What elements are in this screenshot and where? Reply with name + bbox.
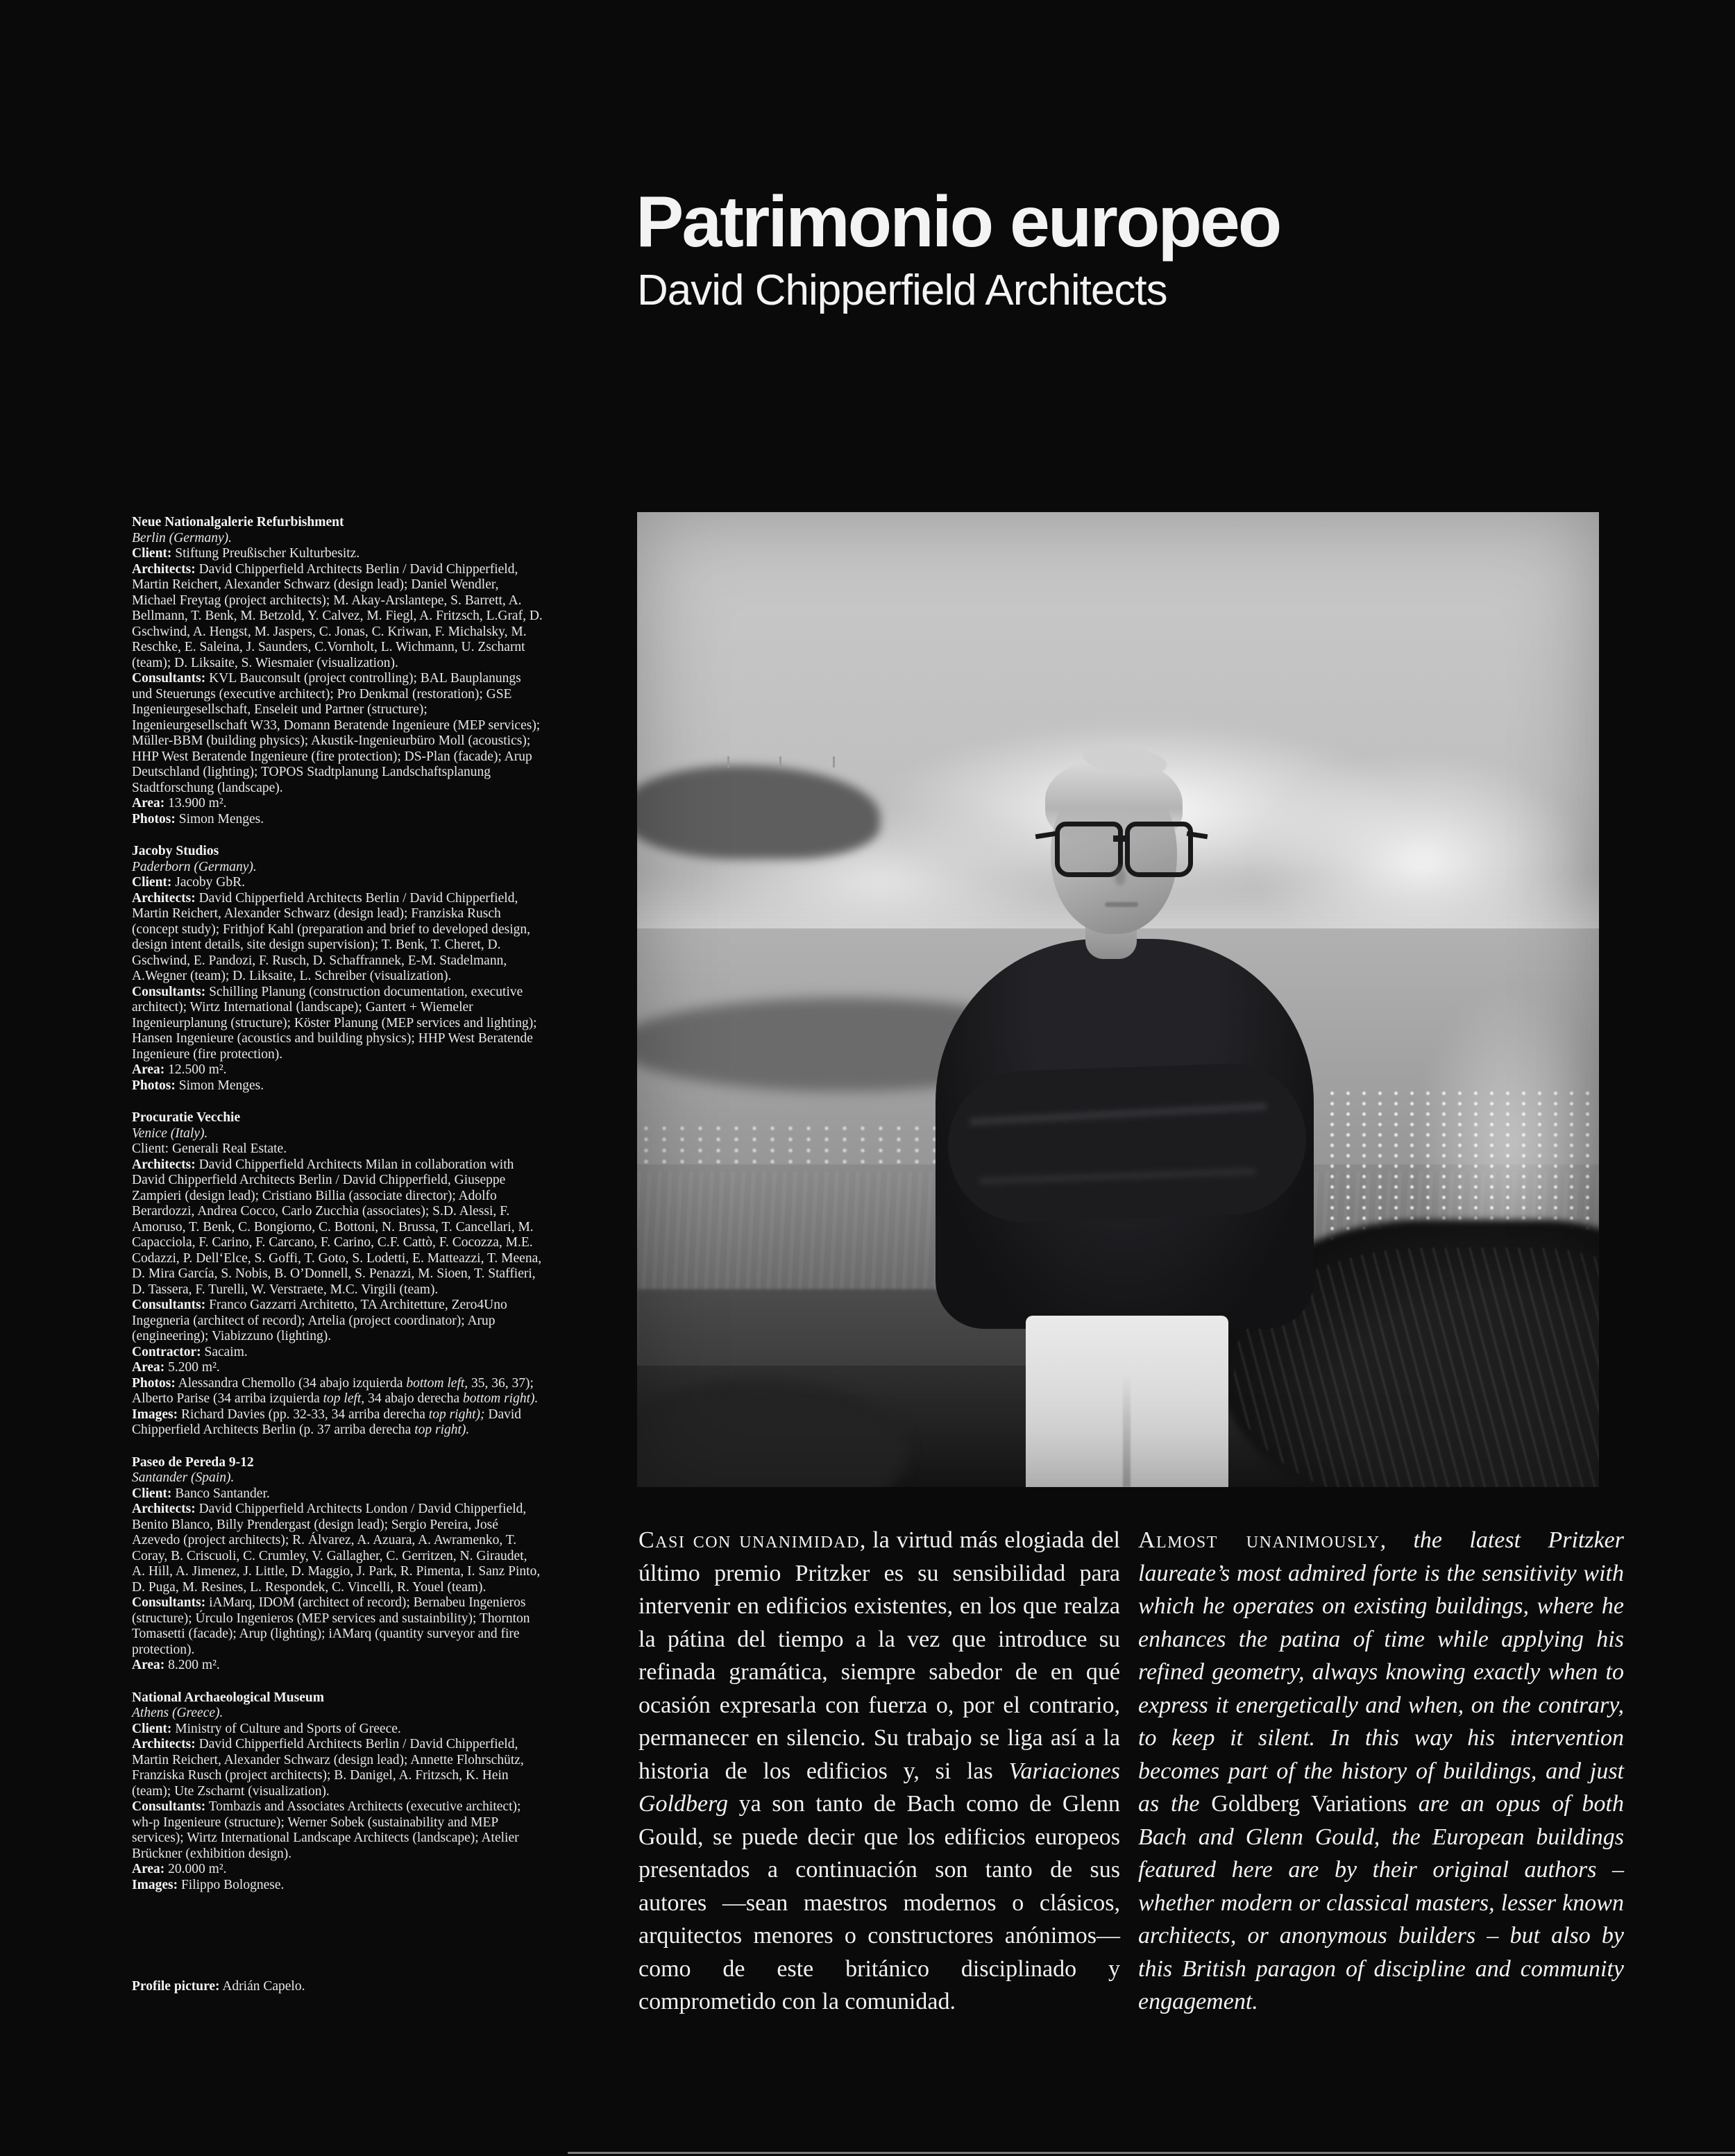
text-segment: David Chipperfield Architects Berlin / David Chipperfield, Martin Reichert, Alexander Schwarz (design lead); Franziska Rusch (concept study); Frithjof Kahl (preparation and brief to developed design, design intent details, site design supervision); T. Benk, T. Cheret, D. Gschwind, E. Pandozi, F. Rusch, D. Schaffrannek, E-M. Stadelmann, A.Wegner (team); D. Liksaite, L. Schreiber (visualization).: [132, 890, 530, 983]
text-segment: 5.200 m².: [164, 1360, 220, 1375]
text-segment: David Chipperfield Architects Milan in collaboration with David Chipperfield Architects Berlin / David Chipperfield, Giuseppe Zampieri (design lead); Cristiano Billia (associate director); Adolfo Berardozzi, Andrea Cocco, Carlo Zucchia (associates); S.D. Alessi, F. Amoruso, T. Benk, C. Bongiorno, C. Bottoni, N. Brussa, T. Cancellari, M. Capacciola, F. Carino, F. Carcano, F. Carino, C.F. Cattò, F. Cocozza, M.E. Codazzi, P. Dell‘Elce, S. Goffi, T. Goto, S. Lodetti, E. Matteazzi, T. Meena, D. Mira García, S. Nobis, B. O’Donnell, S. Penazzi, M. Sioen, T. Staffieri, D. Tassera, F. Turelli, W. Verstraete, M.C. Virgili (team).: [132, 1157, 542, 1297]
text-segment: bottom left,: [406, 1375, 468, 1391]
text-segment: Area:: [132, 1658, 165, 1672]
text-segment: Variaciones Goldberg: [638, 1758, 1120, 1817]
credit-line: [132, 1737, 543, 1799]
credit-line: [132, 875, 543, 891]
text-segment: top right);: [428, 1407, 485, 1422]
project-title: Jacoby Studios: [132, 844, 219, 858]
text-segment: Architects:: [132, 890, 196, 906]
credit-line: [132, 985, 543, 1063]
text-segment: Banco Santander.: [171, 1486, 270, 1501]
credit-line: [132, 1376, 543, 1407]
credit-line: [132, 546, 543, 562]
text-segment: Client:: [132, 1721, 172, 1736]
text-segment: 12.500 m².: [164, 1062, 227, 1077]
text-segment: Consultants:: [132, 1298, 206, 1312]
project-location: Athens (Greece).: [132, 1706, 223, 1720]
text-segment: Architects:: [132, 561, 196, 577]
photo-vignette: [637, 512, 1599, 1487]
credits-column: [132, 515, 543, 1910]
text-segment: Consultants:: [132, 1799, 206, 1814]
text-segment: bottom right).: [463, 1391, 539, 1406]
essay-spanish: [638, 1524, 1120, 2019]
text-segment: Schilling Planung (construction documentation, executive architect); Wirtz International (landscape); Gantert + Wiemeler Ingenieurplanung (structure); Köster Planung (MEP services and lighting); Hansen Ingenieure (acoustics and building physics); HHP West Beratende Ingenieure (fire protection).: [132, 984, 537, 1062]
text-segment: are an opus of both Bach and Glenn Gould, the European buildings featured here are by their original authors – whether modern or classical masters, lesser known architects, or anonymous builders – but also by this British paragon of discipline and community engagement.: [1138, 1791, 1624, 2014]
text-segment: Richard Davies (pp. 32-33, 34 arriba derecha: [178, 1407, 429, 1422]
text-segment: Casi con unanimidad: [638, 1527, 860, 1553]
text-segment: Photos:: [132, 811, 176, 826]
text-segment: Architects:: [132, 1737, 196, 1751]
text-segment: 35, 36, 37); Alberto Parise (34 arriba izquierda: [132, 1375, 534, 1406]
text-segment: David Chipperfield Architects London / David Chipperfield, Benito Blanco, Billy Prendergast (design lead); Sergio Pereira, José Azevedo (project architects); R. Álvarez, A. Azuara, A. Awramenko, T. Coray, B. Criscuoli, C. Crumley, V. Gallagher, C. Gerritzen, N. Giraudet, A. Hill, A. Jimenez, J. Little, D. Maggio, J. Park, R. Pimenta, I. Sanz Pinto, D. Puga, M. Resines, L. Respondek, C. Vincelli, R. Youel (team).: [132, 1502, 541, 1595]
text-segment: , la virtud más elogiada del último premio Pritzker es su sensibilidad para intervenir en edificios existentes, en los que realza la pátina del tiempo a la vez que introduce su refinada gramática, siempre sabedor de en qué ocasión expresarla con fuerza o, por el contrario, permanecer en silencio. Su trabajo se liga así a la historia de los edificios y, si las: [638, 1527, 1120, 1784]
credit-line: [132, 1595, 543, 1658]
credit-line: [132, 891, 543, 985]
text-segment: Images:: [132, 1407, 178, 1422]
text-segment: Area:: [132, 796, 165, 810]
text-segment: Contractor:: [132, 1344, 201, 1359]
text-segment: Simon Menges.: [175, 811, 264, 826]
text-segment: Consultants:: [132, 984, 206, 999]
credit-line: [132, 1298, 543, 1345]
project-title: National Archaeological Museum: [132, 1690, 324, 1705]
text-segment: 8.200 m².: [164, 1658, 220, 1672]
credit-line: [132, 1862, 543, 1878]
credit-line: [132, 1878, 543, 1894]
page-title: Patrimonio europeo: [636, 182, 1280, 262]
text-segment: David Chipperfield Architects Berlin / David Chipperfield, Martin Reichert, Alexander Schwarz (design lead); Daniel Wendler, Michael Freytag (project architects); M. Akay-Arslantepe, S. Barrett, A. Bellmann, T. Benk, M. Betzold, Y. Calvez, M. Fiegl, A. Fritzsch, L.Graf, D. Gschwind, A. Hengst, M. Jaspers, C. Jonas, C. Kriwan, F. Michalsky, M. Reschke, E. Saleina, J. Saunders, C.Vornholt, L. Wichmann, U. Zscharnt (team); D. Liksaite, S. Wiesmaier (visualization).: [132, 561, 543, 670]
text-segment: Photos:: [132, 1375, 176, 1391]
credit-line: [132, 812, 543, 828]
text-segment: Photos:: [132, 1078, 176, 1093]
project-title: Neue Nationalgalerie Refurbishment: [132, 515, 344, 529]
credit-line: [132, 1360, 543, 1376]
text-segment: Almost unanimously: [1138, 1527, 1380, 1553]
credit-line: [132, 1062, 543, 1078]
credit-line: [132, 1486, 543, 1502]
text-segment: 13.900 m².: [164, 796, 227, 810]
text-segment: Area:: [132, 1360, 165, 1375]
text-segment: Client: Generali Real Estate.: [132, 1141, 287, 1156]
text-segment: top left,: [323, 1391, 365, 1406]
text-segment: Client:: [132, 546, 172, 561]
text-segment: 34 abajo derecha: [364, 1391, 464, 1406]
text-segment: Architects:: [132, 1157, 196, 1172]
text-segment: Jacoby GbR.: [171, 875, 246, 890]
project-location: Berlin (Germany).: [132, 530, 232, 545]
credit-line: [132, 1407, 543, 1438]
text-segment: ya son tanto de Bach como de Glenn Gould, se puede decir que los edificios europeos presentados a continuación son tanto de sus autores —sean maestros modernos o clásicos, arquitectos menores o constructores anónimos— como de este británico disciplinado y comprometido con la comunidad.: [638, 1791, 1120, 2014]
masthead: [636, 182, 1280, 314]
project-location: Venice (Italy).: [132, 1126, 208, 1141]
project-credit-block: [132, 1690, 543, 1894]
credit-line: [132, 796, 543, 812]
text-segment: , the latest Pritzker laureate’s most admired forte is the sensitivity with which he operates on existing buildings, where he enhances the patina of time while applying his refined geometry, always knowing exactly when to express it energetically and when, on the contrary, to keep it silent. In this way his intervention becomes part of the history of buildings, and just as the: [1138, 1527, 1624, 1817]
credit-line: [132, 671, 543, 796]
text-segment: Franco Gazzarri Architetto, TA Architetture, Zero4Uno Ingegneria (architect of record); Artelia (project coordinator); Arup (engineering); Viabizzuno (lighting).: [132, 1298, 507, 1343]
project-credit-block: [132, 1455, 543, 1674]
text-segment: Sacaim.: [201, 1344, 248, 1359]
profile-photo: [637, 512, 1599, 1487]
credit-line: [132, 1141, 543, 1157]
text-segment: Architects:: [132, 1502, 196, 1516]
text-segment: top right).: [414, 1423, 470, 1437]
project-title: Procuratie Vecchie: [132, 1110, 241, 1125]
project-credit-block: [132, 1110, 543, 1438]
project-title: Paseo de Pereda 9-12: [132, 1454, 254, 1470]
text-segment: Area:: [132, 1862, 165, 1876]
credit-line: [132, 1722, 543, 1738]
text-segment: Adrián Capelo.: [219, 1979, 305, 1994]
credit-line: [132, 1658, 543, 1674]
text-segment: Images:: [132, 1877, 178, 1892]
project-location: Paderborn (Germany).: [132, 859, 257, 874]
text-segment: Consultants:: [132, 1595, 206, 1610]
page-bottom-edge: [568, 2152, 1735, 2154]
text-segment: Tombazis and Associates Architects (executive architect); wh-p Ingenieure (structure); Werner Sobek (sustainability and MEP services); Wirtz International Landscape Architects (landscape); Atelier Brückner (exhibition design).: [132, 1799, 521, 1861]
text-segment: Ministry of Culture and Sports of Greece.: [171, 1721, 401, 1736]
text-segment: 20.000 m².: [164, 1862, 227, 1876]
credit-line: [132, 1078, 543, 1094]
credit-line: [132, 1345, 543, 1361]
text-segment: Simon Menges.: [175, 1078, 264, 1093]
text-segment: Profile picture:: [132, 1979, 220, 1994]
text-segment: Client:: [132, 875, 172, 890]
text-segment: David Chipperfield Architects Berlin / David Chipperfield, Martin Reichert, Alexander Schwarz (design lead); Annette Flohrschütz, Franziska Rusch (project architects); B. Danigel, A. Fritzsch, K. Hein (team); Ute Zscharnt (visualization).: [132, 1737, 524, 1799]
text-segment: David Chipperfield Architects Berlin (p. 37 arriba derecha: [132, 1407, 522, 1437]
text-segment: Stiftung Preußischer Kulturbesitz.: [171, 546, 360, 561]
credit-line: [132, 1502, 543, 1595]
text-segment: Goldberg Variations: [1211, 1791, 1407, 1817]
text-segment: Alessandra Chemollo (34 abajo izquierda: [175, 1375, 407, 1391]
page-subtitle: David Chipperfield Architects: [637, 266, 1167, 314]
project-credit-block: [132, 844, 543, 1094]
text-segment: Consultants:: [132, 671, 206, 686]
credit-line: [132, 1157, 543, 1298]
text-segment: KVL Bauconsult (project controlling); BAL Bauplanungs und Steuerungs (executive architect); Pro Denkmal (restoration); GSE Ingenieurgesellschaft, Enseleit und Partner (structure); Ingenieurgesellschaft W33, Domann Beratende Ingenieure (MEP services); Müller-BBM (building physics); Akustik-Ingenieurbüro Moll (acoustics); HHP West Beratende Ingenieure (fire protection); DS-Plan (facade); Arup Deutschland (lighting); TOPOS Stadtplanung Landschaftsplanung Stadtforschung (landscape).: [132, 671, 541, 795]
text-segment: Area:: [132, 1062, 165, 1077]
text-segment: Client:: [132, 1486, 172, 1501]
profile-picture-credit: [132, 1979, 543, 1995]
project-location: Santander (Spain).: [132, 1470, 235, 1485]
essay-english: [1138, 1524, 1624, 2019]
project-credit-block: [132, 515, 543, 827]
text-segment: iAMarq, IDOM (architect of record); Bernabeu Ingenieros (structure); Úrculo Ingenieros (MEP services and sustainbility); Thornton Tomasetti (facade); Arup (lighting); iAMarq (quantity surveyor and fire protection).: [132, 1595, 530, 1657]
credit-line: [132, 562, 543, 672]
credit-line: [132, 1799, 543, 1862]
text-segment: Filippo Bolognese.: [178, 1877, 285, 1892]
